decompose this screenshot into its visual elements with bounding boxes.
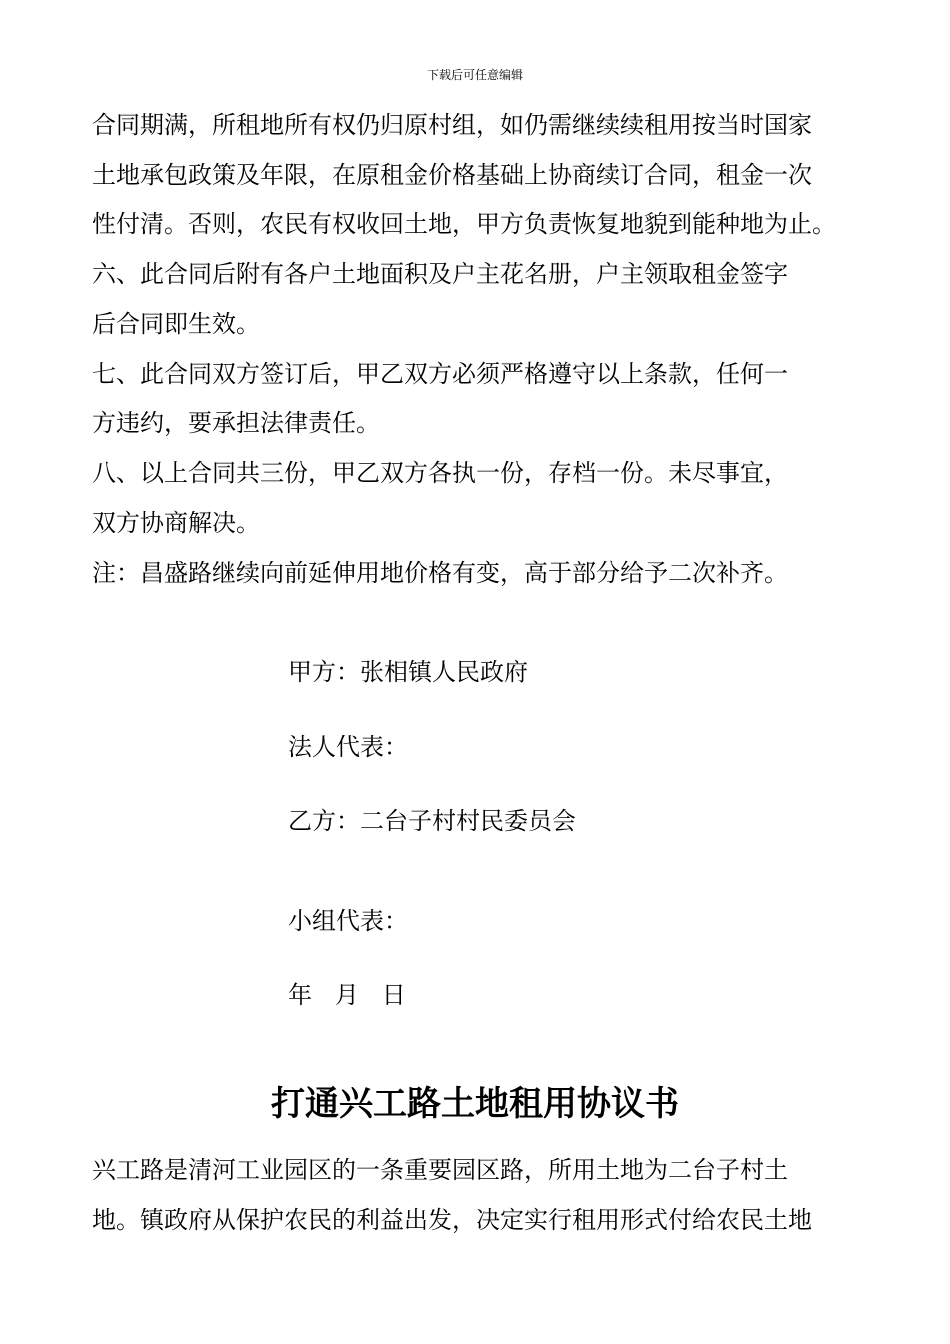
legal-representative-signature: 法人代表： (288, 733, 408, 761)
signature-date: 年 月 日 (288, 981, 406, 1009)
clause-six-line: 六、此合同后附有各户土地面积及户主花名册，户主领取租金签字 (92, 260, 788, 288)
party-a-signature: 甲方：张相镇人民政府 (288, 658, 528, 686)
clause-six-line: 后合同即生效。 (92, 310, 260, 338)
paragraph-line: 地。镇政府从保护农民的利益出发，决定实行租用形式付给农民土地 (92, 1206, 812, 1234)
group-representative-signature: 小组代表： (288, 907, 408, 935)
paragraph-line: 兴工路是清河工业园区的一条重要园区路，所用土地为二台子村土 (92, 1156, 788, 1184)
clause-eight-line: 八、以上合同共三份，甲乙双方各执一份，存档一份。未尽事宜， (92, 459, 788, 487)
note-line: 注：昌盛路继续向前延伸用地价格有变，高于部分给予二次补齐。 (92, 559, 788, 587)
document-title: 打通兴工路土地租用协议书 (271, 1084, 679, 1124)
clause-seven-line: 七、此合同双方签订后，甲乙双方必须严格遵守以上条款，任何一 (92, 360, 788, 388)
party-b-signature: 乙方：二台子村村民委员会 (288, 807, 576, 835)
clause-eight-line: 双方协商解决。 (92, 509, 260, 537)
paragraph-line: 合同期满，所租地所有权仍归原村组，如仍需继续续租用按当时国家 (92, 111, 812, 139)
paragraph-line: 性付清。否则，农民有权收回土地，甲方负责恢复地貌到能种地为止。 (92, 210, 836, 238)
paragraph-line: 土地承包政策及年限，在原租金价格基础上协商续订合同，租金一次 (92, 161, 812, 189)
clause-seven-line: 方违约，要承担法律责任。 (92, 409, 380, 437)
page-header-note: 下载后可任意编辑 (426, 68, 523, 82)
